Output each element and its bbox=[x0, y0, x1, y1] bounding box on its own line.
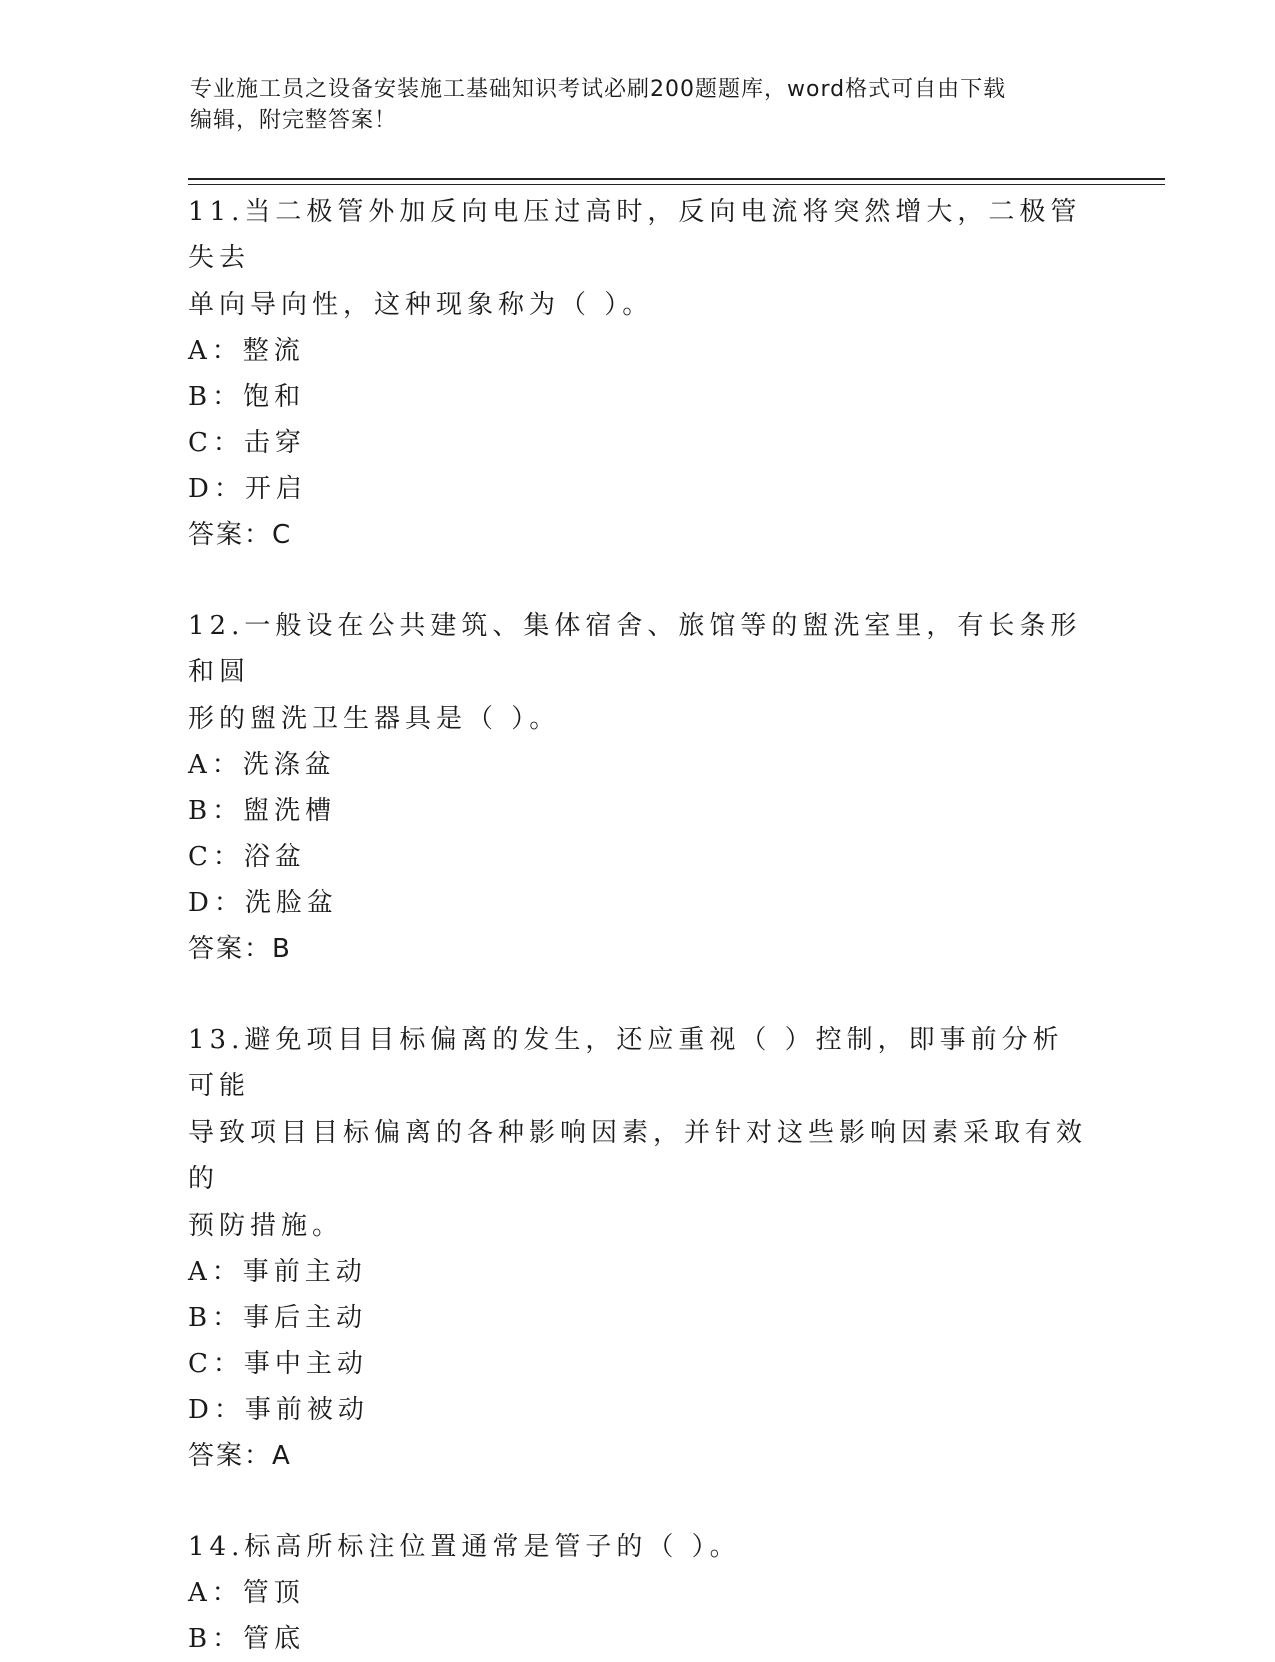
question-stem-line: 11.当二极管外加反向电压过高时，反向电流将突然增大，二极管失去 bbox=[188, 197, 1082, 273]
question-14 bbox=[188, 1523, 1088, 1662]
option-b: B：饱和 bbox=[188, 382, 306, 412]
spacer bbox=[188, 1479, 1088, 1523]
header-divider-thick bbox=[188, 178, 1165, 180]
header-divider-thin bbox=[188, 184, 1165, 185]
question-stem-line: 预防措施。 bbox=[188, 1211, 344, 1241]
option-b: B：事后主动 bbox=[188, 1303, 368, 1333]
question-list bbox=[188, 188, 1088, 1662]
spacer bbox=[188, 558, 1088, 602]
option-d: D：洗脸盆 bbox=[188, 888, 338, 918]
question-13 bbox=[188, 1016, 1088, 1479]
option-d: D：事前被动 bbox=[188, 1395, 369, 1425]
option-d: D：开启 bbox=[188, 474, 307, 504]
question-stem-line: 14.标高所标注位置通常是管子的（ ）。 bbox=[188, 1532, 741, 1562]
spacer bbox=[188, 972, 1088, 1016]
question-12 bbox=[188, 602, 1088, 972]
option-b: B：盥洗槽 bbox=[188, 796, 337, 826]
header-line-2: 编辑，附完整答案！ bbox=[190, 108, 398, 133]
document-header bbox=[190, 74, 1090, 136]
question-stem-line: 形的盥洗卫生器具是（ ）。 bbox=[188, 704, 561, 734]
option-a: A：管顶 bbox=[188, 1578, 305, 1608]
option-c: C：击穿 bbox=[188, 428, 306, 458]
answer-line: 答案：C bbox=[188, 520, 293, 550]
option-a: A：整流 bbox=[188, 336, 305, 366]
option-c: C：事中主动 bbox=[188, 1349, 368, 1379]
option-a: A：事前主动 bbox=[188, 1257, 367, 1287]
header-line-1: 专业施工员之设备安装施工基础知识考试必刷200题题库，word格式可自由下载 bbox=[190, 77, 1007, 102]
option-c: C：浴盆 bbox=[188, 842, 306, 872]
answer-line: 答案：A bbox=[188, 1441, 292, 1471]
option-a: A：洗涤盆 bbox=[188, 750, 336, 780]
option-b: B：管底 bbox=[188, 1624, 306, 1654]
question-11 bbox=[188, 188, 1088, 558]
question-stem-line: 13.避免项目目标偏离的发生，还应重视（ ）控制，即事前分析可能 bbox=[188, 1025, 1064, 1101]
question-stem-line: 12.一般设在公共建筑、集体宿舍、旅馆等的盥洗室里，有长条形和圆 bbox=[188, 611, 1082, 687]
question-stem-line: 单向导向性，这种现象称为（ ）。 bbox=[188, 290, 654, 320]
answer-line: 答案：B bbox=[188, 934, 292, 964]
question-stem-line: 导致项目目标偏离的各种影响因素，并针对这些影响因素采取有效的 bbox=[188, 1118, 1088, 1194]
